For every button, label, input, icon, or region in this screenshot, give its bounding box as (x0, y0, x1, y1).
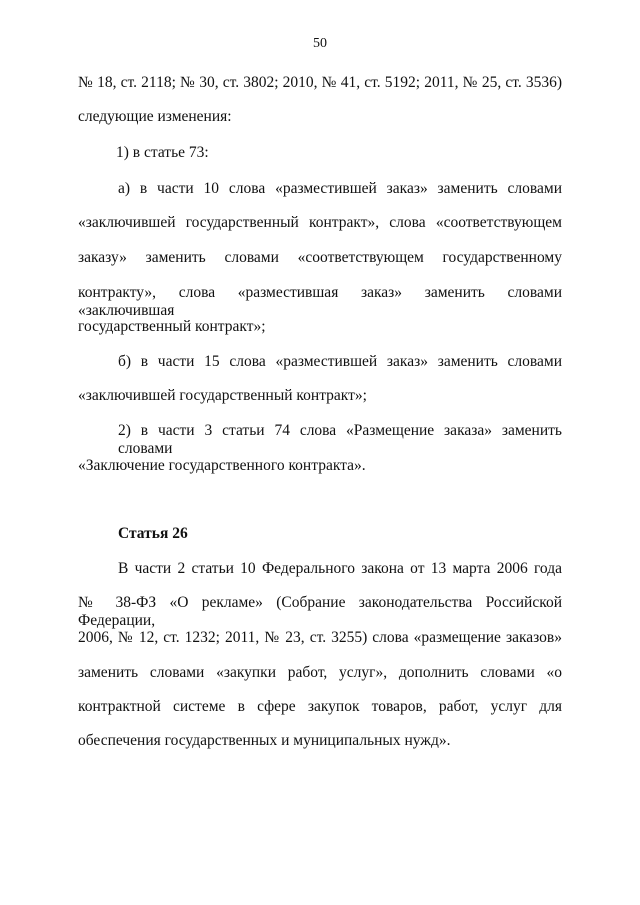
list-item-2: 2) в части 3 статьи 74 слова «Размещение заказа» заменить словами (118, 422, 562, 457)
text-line: а) в части 10 слова «разместившей заказ» заменить словами (118, 180, 562, 197)
text-line: «заключившей государственный контракт», слова «соответствующем (78, 214, 562, 231)
text-line: контракту», слова «разместившая заказ» заменить словами «заключившая (78, 284, 562, 319)
text-line: обеспечения государственных и муниципальных нужд». (78, 732, 451, 749)
article-heading: Статья 26 (118, 525, 188, 542)
text-line: контрактной системе в сфере закупок товаров, работ, услуг для (78, 698, 562, 715)
text-line: б) в части 15 слова «разместившей заказ» заменить словами (118, 353, 562, 370)
text-line: № 38-ФЗ «О рекламе» (Собрание законодательства Российской Федерации, (78, 594, 562, 629)
text-line: государственный контракт»; (78, 318, 266, 335)
text-line: № 18, ст. 2118; № 30, ст. 3802; 2010, № 41, ст. 5192; 2011, № 25, ст. 3536) (78, 74, 562, 91)
text-line: В части 2 статьи 10 Федерального закона от 13 марта 2006 года (118, 560, 562, 577)
list-item-1: 1) в статье 73: (116, 144, 209, 161)
text-line: заменить словами «закупки работ, услуг», дополнить словами «о (78, 664, 562, 681)
page-number: 50 (313, 36, 327, 51)
text-line: «Заключение государственного контракта». (78, 457, 366, 474)
text-line: заказу» заменить словами «соответствующем государственному (78, 249, 562, 266)
text-line: следующие изменения: (78, 108, 232, 125)
text-line: «заключившей государственный контракт»; (78, 387, 367, 404)
text-line: 2006, № 12, ст. 1232; 2011, № 23, ст. 3255) слова «размещение заказов» (78, 629, 562, 646)
